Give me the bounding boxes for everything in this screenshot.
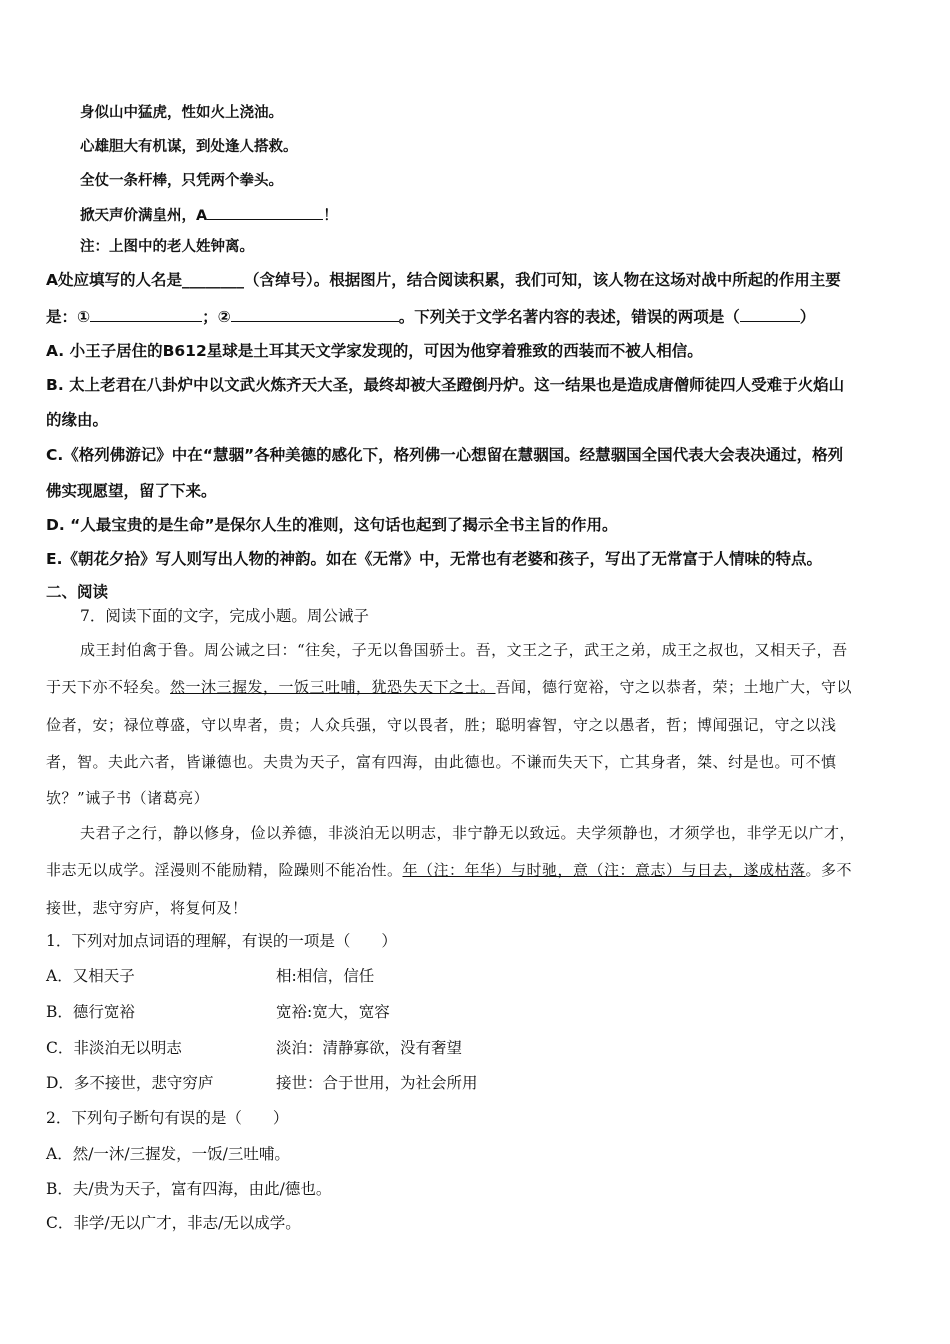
passage1-line-2-post: 吾闻，德行宽裕，守之以恭者，荣；土地广大，守以	[495, 678, 853, 696]
poem-line-3: 全仗一条杆棒，只凭两个拳头。	[80, 173, 283, 189]
sub1-option-d-term: D．多不接世，悲守穷庐	[46, 1074, 214, 1092]
underlined-sentence-2: 年（注：年华）与时驰，意（注：意志）与日去，遂成枯落	[402, 861, 806, 879]
sub1-option-b-meaning: 宽裕:宽大，宽容	[276, 1003, 390, 1021]
q6-option-d: D. “人最宝贵的是生命”是保尔人生的准则，这句话也起到了揭示全书主旨的作用。	[46, 516, 618, 534]
passage2-line-2-pre: 非志无以成学。淫漫则不能励精，险躁则不能冶性。	[46, 861, 403, 879]
passage2-line-1: 夫君子之行，静以修身，俭以养德，非淡泊无以明志，非宁静无以致远。夫学须静也，才须学也，非学无以广才，	[80, 824, 856, 842]
q6-text-d: ）	[799, 308, 816, 326]
poem-line-4-text: 掀天声价满皇州，A	[80, 208, 208, 224]
answer-blank-a[interactable]	[207, 204, 323, 220]
poem-line-1: 身似山中猛虎，性如火上浇油。	[80, 105, 283, 121]
poem-note: 注：上图中的老人姓钟离。	[80, 239, 254, 255]
poem-line-4	[80, 204, 942, 226]
sub1-option-c-term: C．非淡泊无以明志	[46, 1039, 182, 1057]
poem-line-2: 心雄胆大有机谋，到处逢人搭救。	[80, 139, 298, 155]
q6-option-a: A. 小王子居住的B612星球是土耳其天文学家发现的，可因为他穿着雅致的西装而不被人相信。	[46, 342, 703, 360]
q6-option-c-line-1: C.《格列佛游记》中在“慧骃”各种美德的感化下，格列佛一心想留在慧骃国。经慧骃国全国代表大会表决通过，格列	[46, 446, 844, 464]
answer-blank-2[interactable]	[231, 306, 399, 322]
passage1-line-1: 成王封伯禽于鲁。周公诫之曰：“往矣，子无以鲁国骄士。吾，文王之子，武王之弟，成王之叔也，又相天子，吾	[80, 641, 848, 659]
passage2-line-2-post: 。多不	[805, 861, 853, 879]
passage1-line-2-pre: 于天下亦不轻矣。	[46, 678, 171, 696]
sub1-option-c-meaning: 淡泊：清静寡欲，没有奢望	[276, 1039, 463, 1057]
sub1-option-a-meaning: 相:相信，信任	[276, 967, 375, 985]
q6-paragraph-line-2	[46, 306, 908, 327]
reading-intro: 7．阅读下面的文字，完成小题。周公诫子	[80, 607, 369, 625]
q6-option-e: E.《朝花夕拾》写人则写出人物的神韵。如在《无常》中，无常也有老婆和孩子，写出了无常富于人情味的特点。	[46, 550, 822, 568]
q6-option-c-line-2: 佛实现愿望，留了下来。	[46, 482, 217, 500]
q6-paragraph-line-1: A处应填写的人名是________（含绰号）。根据图片，结合阅读积累，我们可知，该人物在这场对战中所起的作用主要	[46, 271, 841, 289]
answer-blank-1[interactable]	[90, 306, 202, 322]
q6-option-b-line-1: B. 太上老君在八卦炉中以文武火炼齐天大圣，最终却被大圣蹬倒丹炉。这一结果也是造成唐僧师徒四人受难于火焰山	[46, 376, 845, 394]
sub1-option-a-term: A．又相天子	[46, 967, 135, 985]
passage1-line-2	[46, 677, 908, 697]
sub2-stem: 2．下列句子断句有误的是（ ）	[46, 1109, 289, 1127]
sub1-option-b-term: B．德行宽裕	[46, 1003, 135, 1021]
underlined-sentence-1: 然一沐三握发，一饭三吐哺，犹恐失天下之士。	[170, 678, 496, 696]
poem-line-4-end: ！	[323, 208, 338, 224]
sub1-option-d-meaning: 接世：合于世用，为社会所用	[276, 1074, 478, 1092]
passage2-line-2	[46, 860, 908, 880]
passage1-line-5: 欤？”诫子书（诸葛亮）	[46, 789, 210, 807]
passage1-line-4: 者，智。夫此六者，皆谦德也。夫贵为天子，富有四海，由此德也。不谦而失天下，亡其身者，桀、纣是也。可不慎	[46, 753, 837, 771]
sub2-option-b: B．夫/贵为天子，富有四海，由此/德也。	[46, 1180, 332, 1198]
sub2-option-c: C．非学/无以广才，非志/无以成学。	[46, 1214, 301, 1232]
passage1-line-3: 俭者，安；禄位尊盛，守以卑者，贵；人众兵强，守以畏者，胜；聪明睿智，守之以愚者，哲；博闻强记，守之以浅	[46, 716, 837, 734]
sub1-stem: 1．下列对加点词语的理解，有误的一项是（ ）	[46, 932, 397, 950]
section-heading: 二、阅读	[46, 583, 109, 601]
q6-text-a: 是：①	[46, 308, 91, 326]
q6-text-b: ；②	[202, 308, 231, 326]
q6-text-c: 。下列关于文学名著内容的表述，错误的两项是（	[398, 308, 740, 326]
passage2-line-3: 接世，悲守穷庐，将复何及！	[46, 899, 248, 917]
sub2-option-a: A．然/一沐/三握发，一饭/三吐哺。	[46, 1145, 290, 1163]
answer-blank-choice[interactable]	[740, 306, 800, 322]
q6-option-b-line-2: 的缘由。	[46, 411, 109, 429]
